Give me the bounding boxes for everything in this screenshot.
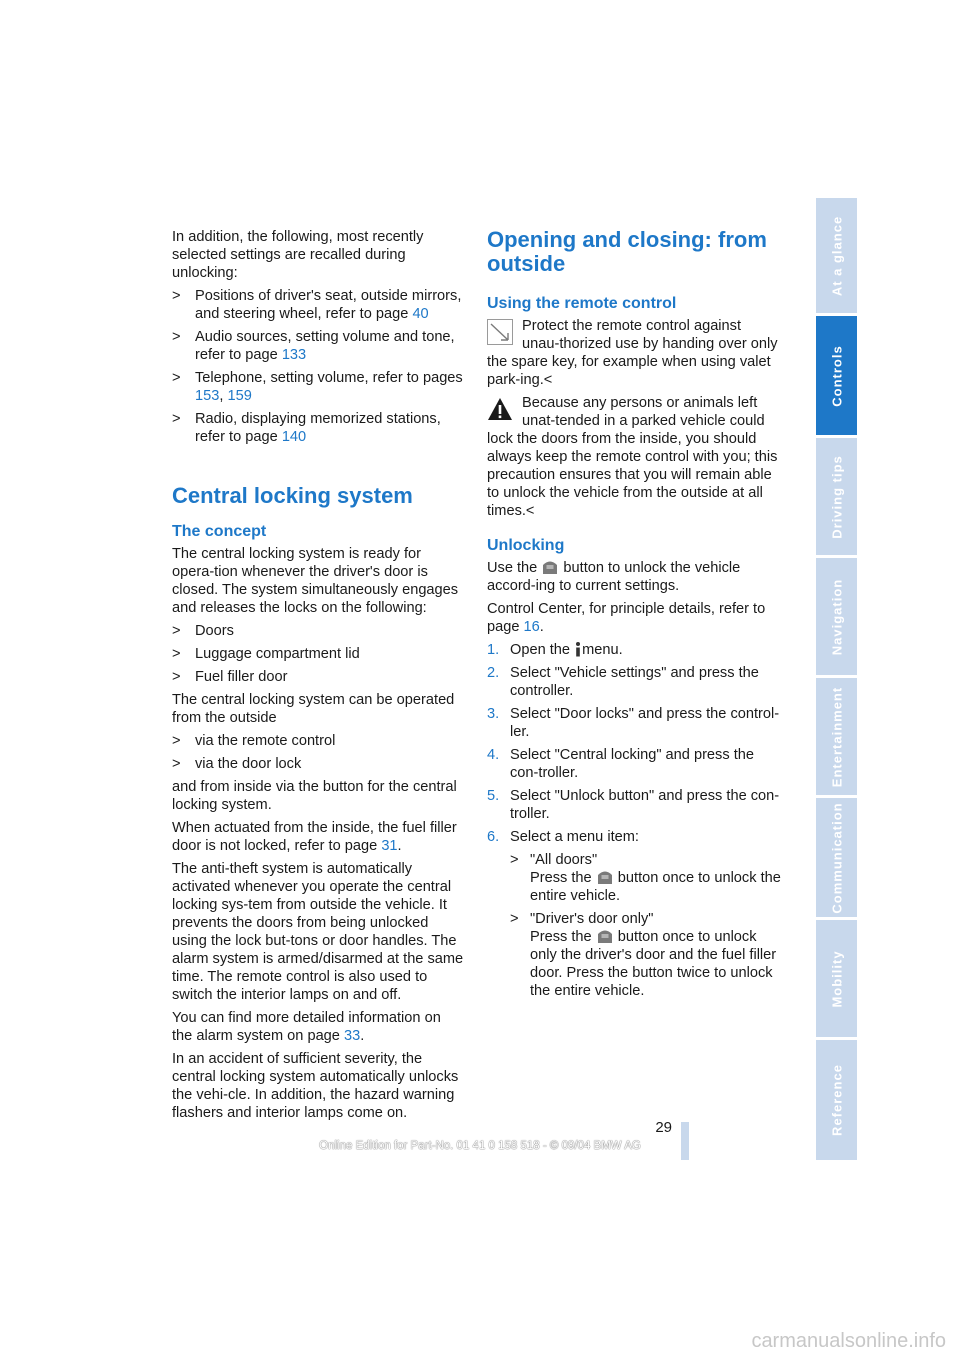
step-number: 4.	[487, 747, 500, 763]
section-heading: Central locking system	[172, 483, 413, 508]
paragraph: In an accident of sufficient severity, the central locking system automatically unlocks the vehi-cle. In addition, the hazard warning flashers and interior lamps come on.	[172, 1051, 459, 1121]
menu-item-list	[510, 851, 782, 1000]
page-number: 29	[655, 1119, 672, 1136]
bullet-marker: >	[510, 852, 519, 868]
tab-communication[interactable]	[816, 798, 857, 917]
list-item-text: via the remote control	[195, 733, 336, 749]
section-heading: Opening and closing: from outside	[487, 227, 767, 276]
page-link[interactable]: 31	[381, 838, 398, 854]
page-link[interactable]: 159	[227, 388, 252, 404]
list-item	[172, 328, 464, 364]
step-text: Open the	[510, 642, 571, 658]
end-marker: <	[525, 503, 535, 519]
step-item	[487, 705, 782, 741]
bullet-marker: >	[172, 623, 181, 639]
tab-at-a-glance[interactable]	[816, 198, 857, 313]
tab-label: Communication	[829, 801, 844, 914]
subsection-heading: Unlocking	[487, 537, 565, 554]
step-number: 2.	[487, 665, 500, 681]
paragraph	[172, 1009, 464, 1045]
bullet-marker: >	[510, 911, 519, 927]
paragraph: The central locking system can be operated from the outside	[172, 692, 455, 726]
footer-text: Online Edition for Part-No. 01 41 0 158 518 - © 09/04 BMW AG	[319, 1140, 641, 1152]
step-item	[487, 746, 782, 782]
step-item	[487, 787, 782, 823]
tab-label: Mobility	[829, 949, 844, 1008]
list-item	[172, 622, 464, 640]
menu-option	[510, 910, 782, 1000]
list-item	[172, 668, 464, 686]
bullet-marker: >	[172, 756, 181, 772]
step-text: Select "Door locks" and press the control-ler.	[510, 706, 780, 740]
tab-label: Driving tips	[829, 454, 844, 539]
period: .	[360, 1028, 365, 1044]
unlock-button-icon	[596, 928, 614, 944]
end-marker: <	[543, 372, 553, 388]
step-text: Select "Vehicle settings" and press the controller.	[510, 665, 759, 699]
paragraph: The central locking system is ready for opera-tion whenever the driver's door is closed. The system simultaneously engages and releases the locks on the following:	[172, 546, 459, 616]
tab-entertainment[interactable]	[816, 678, 857, 795]
intro-paragraph: In addition, the following, most recently selected settings are recalled during unlocking:	[172, 229, 424, 281]
page-link[interactable]: 140	[281, 429, 307, 445]
left-column	[172, 228, 464, 1127]
page-link[interactable]: 33	[343, 1028, 361, 1044]
page-link[interactable]: 40	[412, 306, 429, 322]
list-item	[172, 732, 464, 750]
note-icon	[487, 319, 513, 345]
menu-option-title: "Driver's door only"	[530, 911, 654, 927]
subsection-heading: The concept	[172, 523, 267, 540]
paragraph-text: When actuated from the inside, the fuel filler door is not locked, refer to page	[172, 820, 457, 854]
paragraph	[487, 600, 782, 636]
list-item	[172, 287, 464, 323]
paragraph-text: Control Center, for principle details, refer to page	[487, 601, 766, 635]
step-number: 5.	[487, 788, 500, 804]
recall-list	[172, 287, 464, 446]
step-text: Select a menu item:	[510, 829, 639, 845]
step-number: 3.	[487, 706, 500, 722]
tab-driving-tips[interactable]	[816, 438, 857, 555]
lock-list	[172, 622, 464, 686]
step-number: 6.	[487, 829, 500, 845]
step-item	[487, 664, 782, 700]
operate-list	[172, 732, 464, 773]
tab-label: Reference	[829, 1064, 844, 1136]
tab-label: Entertainment	[829, 686, 844, 787]
tab-label: At a glance	[829, 215, 844, 296]
paragraph-text: You can find more detailed information on the alarm system on page	[172, 1010, 441, 1044]
menu-option-text: Press the	[530, 929, 592, 945]
bullet-marker: >	[172, 288, 181, 304]
separator: ,	[219, 388, 228, 404]
list-item	[172, 410, 464, 446]
period: .	[539, 619, 544, 635]
menu-option-title: "All doors"	[530, 852, 598, 868]
list-item-text: via the door lock	[195, 756, 302, 772]
steps-list	[487, 641, 782, 1000]
bullet-marker: >	[172, 370, 181, 386]
right-column	[487, 228, 782, 1005]
paragraph-text: Use the	[487, 560, 538, 576]
list-item-text: Audio sources, setting volume and tone, refer to page	[195, 329, 455, 363]
page-link[interactable]: 153	[195, 388, 220, 404]
paragraph	[487, 559, 782, 595]
warning-text: Because any persons or animals left unat-tended in a parked vehicle could lock the doors from the inside, you should always keep the remote control with you; this precaution ensures that you will remain able to unlock the vehicle from the outside at all times.	[487, 395, 778, 519]
list-item	[172, 755, 464, 773]
warning-icon	[487, 396, 513, 422]
period: .	[397, 838, 402, 854]
list-item-text: Telephone, setting volume, refer to pages	[195, 370, 463, 386]
bullet-marker: >	[172, 329, 181, 345]
paragraph-text: button to unlock the vehicle accord-ing to current settings.	[487, 560, 741, 594]
menu-option-text: button once to unlock the entire vehicle.	[530, 870, 781, 904]
tab-label: Controls	[829, 344, 844, 407]
info-menu-icon	[574, 641, 582, 657]
step-text: Select "Unlock button" and press the con-troller.	[510, 788, 780, 822]
subsection-heading: Using the remote control	[487, 295, 677, 312]
list-item-text: Radio, displaying memorized stations, refer to page	[195, 411, 441, 445]
step-item	[487, 828, 782, 1000]
tab-navigation[interactable]	[816, 558, 857, 675]
step-number: 1.	[487, 642, 500, 658]
page-link[interactable]: 16	[523, 619, 540, 635]
bullet-marker: >	[172, 733, 181, 749]
tab-mobility[interactable]	[816, 920, 857, 1037]
list-item	[172, 369, 464, 405]
list-item-text: Doors	[195, 623, 234, 639]
list-item-text: Luggage compartment lid	[195, 646, 360, 662]
bullet-marker: >	[172, 411, 181, 427]
paragraph: The anti-theft system is automatically activated whenever you operate the central locking sys-tem from outside the vehicle. It prevents the doors from being unlocked using the lock but-tons or door handles. The alarm system is armed/disarmed at the same time. The remote control is also used to switch the interior lamps on and off.	[172, 861, 464, 1003]
unlock-button-icon	[541, 559, 559, 575]
tab-controls[interactable]	[816, 316, 857, 435]
unlock-button-icon	[596, 869, 614, 885]
step-item	[487, 641, 782, 659]
menu-option-text: Press the	[530, 870, 592, 886]
note-text: Protect the remote control against unau-thorized use by handing over only the spare key, for example when using valet park-ing.	[487, 318, 778, 388]
page-link[interactable]: 133	[281, 347, 307, 363]
menu-option	[510, 851, 782, 905]
step-text: Select "Central locking" and press the con-troller.	[510, 747, 754, 781]
tab-label: Navigation	[829, 578, 844, 655]
list-item	[172, 645, 464, 663]
paragraph	[172, 819, 464, 855]
list-item-text: Positions of driver's seat, outside mirrors, and steering wheel, refer to page	[195, 288, 462, 322]
warning-paragraph	[487, 394, 782, 520]
bullet-marker: >	[172, 669, 181, 685]
watermark: carmanualsonline.info	[751, 1330, 946, 1352]
menu-option-text: button once to unlock only the driver's door and the fuel filler door. Press the button twice to unlock the entire vehicle.	[530, 929, 777, 999]
bullet-marker: >	[172, 646, 181, 662]
step-text: menu.	[582, 642, 623, 658]
paragraph: and from inside via the button for the central locking system.	[172, 779, 457, 813]
note-paragraph	[487, 317, 782, 389]
list-item-text: Fuel filler door	[195, 669, 288, 685]
